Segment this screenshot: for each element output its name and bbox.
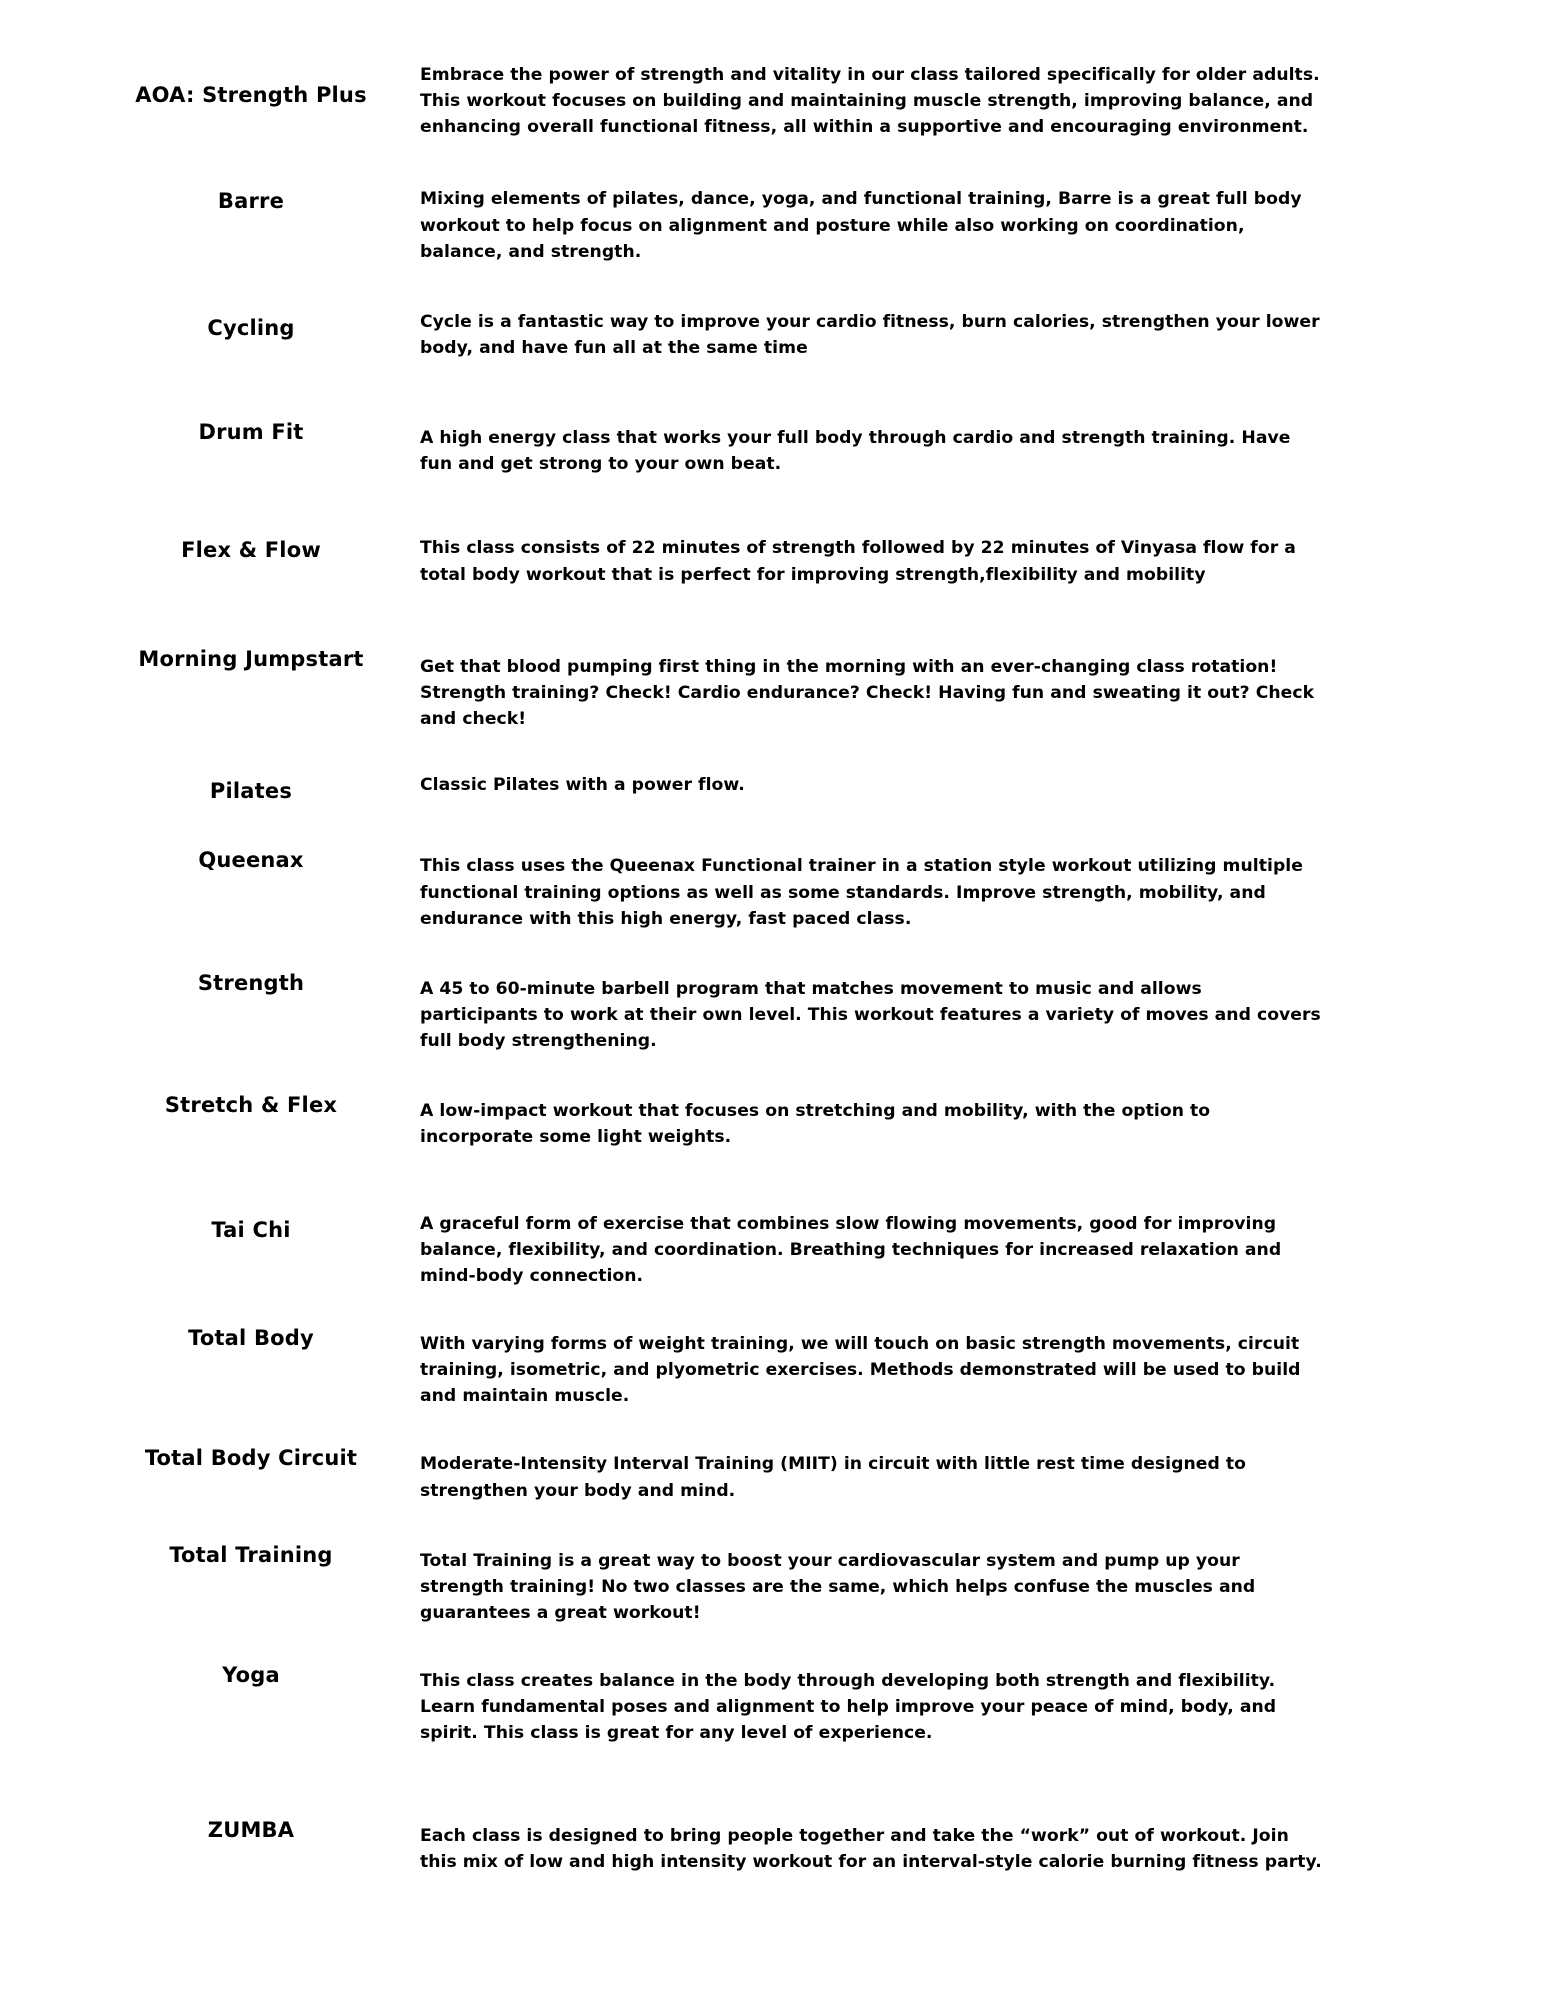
class-description: A 45 to 60-minute barbell program that matches movement to music and allows participants to work at their own level. This workout features a variety of moves and covers full body strengthening. — [420, 978, 1321, 1052]
class-entry-row — [100, 847, 1445, 931]
class-name: Queenax — [198, 848, 304, 873]
class-name: Tai Chi — [211, 1217, 291, 1242]
class-name: AOA: Strength Plus — [135, 83, 367, 107]
class-description: A graceful form of exercise that combines slow flowing movements, good for improving balance, flexibility, and coordination. Breathing techniques for increased relaxation and mind-body connection. — [420, 1213, 1282, 1286]
class-name: Strength — [197, 970, 305, 995]
class-name: Total Body — [188, 1325, 314, 1350]
class-entry-row — [100, 1542, 1445, 1626]
class-entry-row — [100, 419, 1445, 477]
class-description: With varying forms of weight training, we will touch on basic strength movements, circuit training, isometric, and plyometric exercises. Methods demonstrated will be used to build and maintain muscle. — [420, 1333, 1301, 1407]
class-description: Each class is designed to bring people together and take the “work” out of workout. Join this mix of low and high intensity workout for an interval-style calorie burning fitness party. — [420, 1825, 1322, 1872]
class-entry-row — [100, 970, 1445, 1054]
class-description: Moderate-Intensity Interval Training (MIIT) in circuit with little rest time designed to strengthen your body and mind. — [420, 1454, 1246, 1501]
class-name: Flex & Flow — [181, 538, 321, 563]
class-name: Cycling — [207, 315, 295, 340]
class-description: Mixing elements of pilates, dance, yoga, and functional training, Barre is a great full body workout to help focus on alignment and posture while also working on coordination, balance, and strength. — [420, 189, 1302, 262]
class-description: This class uses the Queenax Functional trainer in a station style workout utilizing multiple functional training options as well as some standards. Improve strength, mobility, and endurance with this high energy, fast paced class. — [420, 856, 1303, 929]
class-name: Yoga — [222, 1663, 280, 1688]
class-name: Total Training — [169, 1542, 333, 1567]
class-name: Barre — [217, 189, 285, 214]
class-name: ZUMBA — [207, 1817, 295, 1842]
class-entry-row — [100, 1445, 1445, 1503]
class-entry-row — [100, 309, 1445, 361]
class-description: This class creates balance in the body through developing both strength and flexibility. Learn fundamental poses and alignment to help improve your peace of mind, body, and spirit. This class is great for any level of experience. — [420, 1671, 1277, 1744]
class-description-list — [100, 62, 1445, 1875]
class-description: This class consists of 22 minutes of strength followed by 22 minutes of Vinyasa flow for a total body workout that is perfect for improving strength,flexibility and mobility — [420, 538, 1296, 585]
class-entry-row — [100, 178, 1445, 264]
class-entry-row — [100, 1211, 1445, 1289]
class-entry-row — [100, 1325, 1445, 1409]
class-name: Total Body Circuit — [144, 1446, 358, 1471]
class-entry-row — [100, 1092, 1445, 1150]
class-description: A low-impact workout that focuses on stretching and mobility, with the option to incorporate some light weights. — [420, 1101, 1211, 1148]
class-name: Stretch & Flex — [164, 1093, 338, 1118]
class-description: A high energy class that works your full body through cardio and strength training. Have fun and get strong to your own beat. — [420, 428, 1291, 475]
class-entry-row — [100, 62, 1445, 140]
class-entry-row — [100, 1662, 1445, 1746]
class-description: Total Training is a great way to boost your cardiovascular system and pump up your strength training! No two classes are the same, which helps confuse the muscles and guarantees a great workout! — [420, 1550, 1256, 1623]
class-entry-row — [100, 535, 1445, 587]
class-name: Morning Jumpstart — [138, 646, 364, 671]
class-description: Get that blood pumping first thing in the morning with an ever-changing class rotation! Strength training? Check! Cardio endurance? Check! Having fun and sweating it out? Check and check! — [420, 656, 1315, 729]
class-entry-row — [100, 1817, 1445, 1875]
class-description: Classic Pilates with a power flow. — [420, 775, 745, 796]
class-entry-row — [100, 772, 1445, 805]
class-name: Drum Fit — [198, 420, 304, 445]
class-description: Embrace the power of strength and vitality in our class tailored specifically for older adults. This workout focuses on building and maintaining muscle strength, improving balance, and enhancing overall functional fitness, all within a supportive and encouraging environment. — [420, 65, 1320, 138]
class-entry-row — [100, 646, 1445, 732]
class-description: Cycle is a fantastic way to improve your cardio fitness, burn calories, strengthen your lower body, and have fun all at the same time — [420, 311, 1320, 358]
class-name: Pilates — [209, 779, 293, 804]
